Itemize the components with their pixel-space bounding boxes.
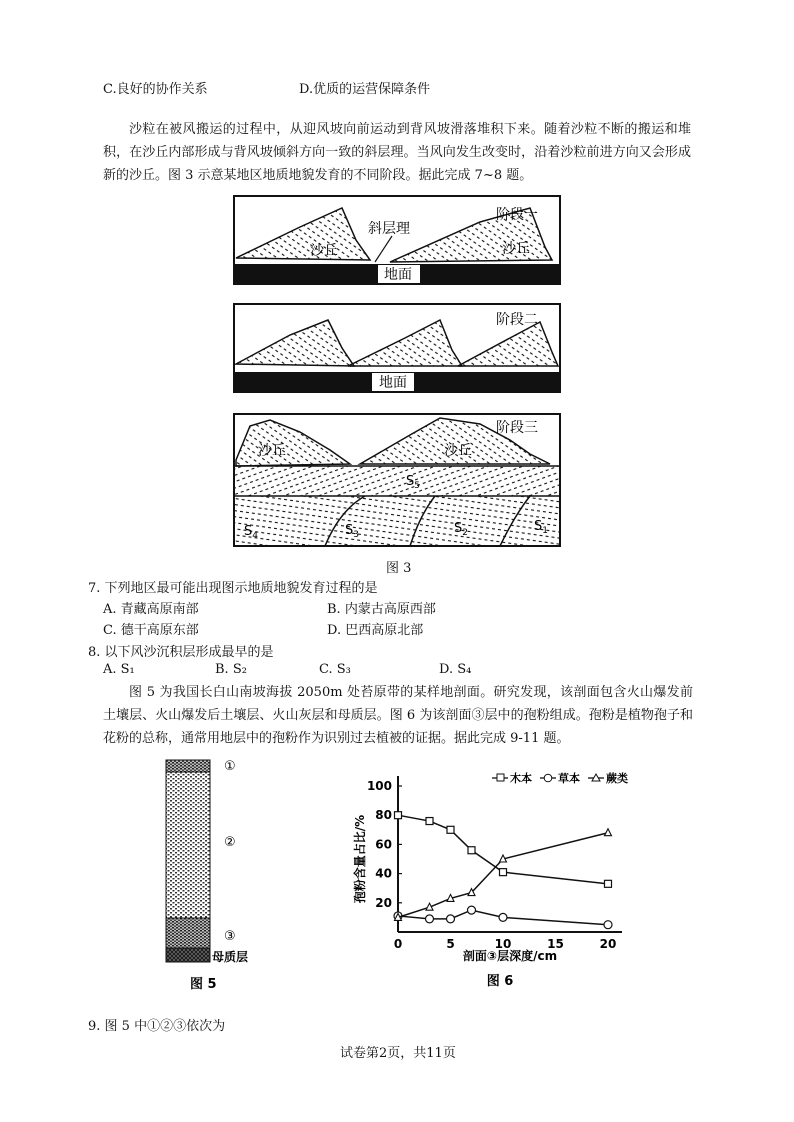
ground-label: 地面: [384, 267, 412, 283]
legend-herb: 草本: [558, 772, 580, 785]
q8-option-d: D. S₄: [439, 662, 472, 677]
x-tick-label: 5: [446, 937, 455, 951]
question-7-stem: 7. 下列地区最可能出现图示地质地貌发育过程的是: [88, 581, 378, 596]
question-8-stem: 8. 以下风沙沉积层形成最早的是: [88, 645, 274, 660]
y-axis-label: 孢粉含量占比/%: [353, 814, 367, 904]
figure-6-chart: [350, 764, 670, 996]
x-tick-label: 15: [547, 937, 564, 951]
data-point-circle: [499, 913, 507, 921]
cross-bedding-label: 斜层理: [368, 221, 410, 237]
y-tick-label: 80: [375, 808, 392, 823]
layer-3-label: ③: [224, 929, 236, 944]
dune-label: 沙丘: [310, 243, 338, 259]
stage-1-panel: [234, 196, 560, 284]
data-point-square: [500, 869, 507, 876]
x-tick-label: 10: [494, 937, 512, 951]
legend-wood: 木本: [510, 772, 532, 785]
data-point-square: [605, 880, 612, 887]
data-point-circle: [604, 921, 612, 929]
y-tick-label: 40: [375, 866, 392, 881]
dune-label: 沙丘: [444, 443, 472, 459]
q7-option-a: A. 青藏高原南部: [103, 602, 199, 617]
layer-s2-label: $S_2$: [454, 521, 468, 538]
x-axis-label: 剖面③层深度/cm: [462, 949, 558, 963]
q8-option-b: B. S₂: [215, 662, 247, 677]
option-c: C.良好的协作关系: [103, 82, 208, 97]
q7-option-c: C. 德干高原东部: [103, 623, 199, 638]
y-tick-label: 60: [375, 837, 392, 852]
layer-s3-label: $S_3$: [345, 523, 359, 540]
x-tick-label: 0: [393, 937, 403, 951]
figure-3-caption: 图 3: [386, 561, 412, 576]
y-tick-label: 100: [366, 779, 392, 793]
option-d: D.优质的运营保障条件: [299, 82, 431, 97]
page-footer: 试卷第2页，共11页: [340, 1046, 456, 1061]
figure-5-profile: [160, 756, 270, 996]
layer-s1-label: $S_1$: [534, 519, 548, 536]
x-tick-label: 20: [599, 937, 617, 951]
y-tick-label: 20: [375, 895, 392, 910]
q7-option-d: D. 巴西高原北部: [327, 623, 424, 638]
data-point-square: [468, 847, 475, 854]
figure-3-diagram: [230, 192, 565, 547]
data-point-square: [395, 812, 402, 819]
data-point-circle: [468, 906, 476, 914]
ground-label: 地面: [379, 375, 407, 391]
q8-option-a: A. S₁: [103, 662, 135, 677]
layer-s4-label: $S_4$: [244, 524, 258, 541]
layer-2-label: ②: [224, 835, 236, 850]
stage-3-panel: [234, 414, 560, 546]
q7-option-b: B. 内蒙古高原西部: [327, 602, 436, 617]
intro-paragraph-1: 沙粒在被风搬运的过程中，从迎风坡向前运动到背风坡滑落堆积下来。随着沙粒不断的搬运和堆积，在沙丘内部形成与背风坡倾斜方向一致的斜层理。当风向发生改变时，沿着沙粒前进方向又会形成新的沙丘。图 3 示意某地区地质地貌发育的不同阶段。据此完成 7~8 题。: [103, 122, 691, 183]
parent-layer-label: 母质层: [212, 950, 249, 964]
data-point-circle: [447, 915, 455, 923]
stage-2-label: 阶段二: [496, 312, 538, 328]
data-point-square: [447, 826, 454, 833]
dune-label: 沙丘: [502, 241, 530, 257]
intro-paragraph-2: 图 5 为我国长白山南坡海拔 2050m 处苔原带的某样地剖面。研究发现，该剖面包含火山爆发前土壤层、火山爆发后土壤层、火山灰层和母质层。图 6 为该剖面③层中的孢粉组成。孢粉是植物孢子和花粉的总称，通常用地层中的孢粉作为识别过去植被的证据。据此完成 9-11 题。: [103, 685, 693, 746]
data-point-circle: [426, 915, 434, 923]
chart-legend: [492, 771, 628, 785]
data-point-triangle: [605, 829, 612, 836]
stage-3-label: 阶段三: [496, 420, 538, 436]
layer-s5-label: $S_5$: [406, 474, 420, 491]
stage-2-panel: [234, 304, 560, 392]
stage-1-label: 阶段一: [496, 207, 538, 223]
q8-option-c: C. S₃: [319, 662, 351, 677]
legend-moss: 蕨类: [606, 772, 628, 785]
dune-label: 沙丘: [258, 443, 286, 459]
figure-6-caption: 图 6: [486, 974, 514, 989]
question-9-stem: 9. 图 5 中①②③依次为: [88, 1019, 226, 1034]
figure-5-caption: 图 5: [190, 977, 217, 992]
layer-1-label: ①: [224, 759, 236, 774]
data-point-square: [426, 818, 433, 825]
